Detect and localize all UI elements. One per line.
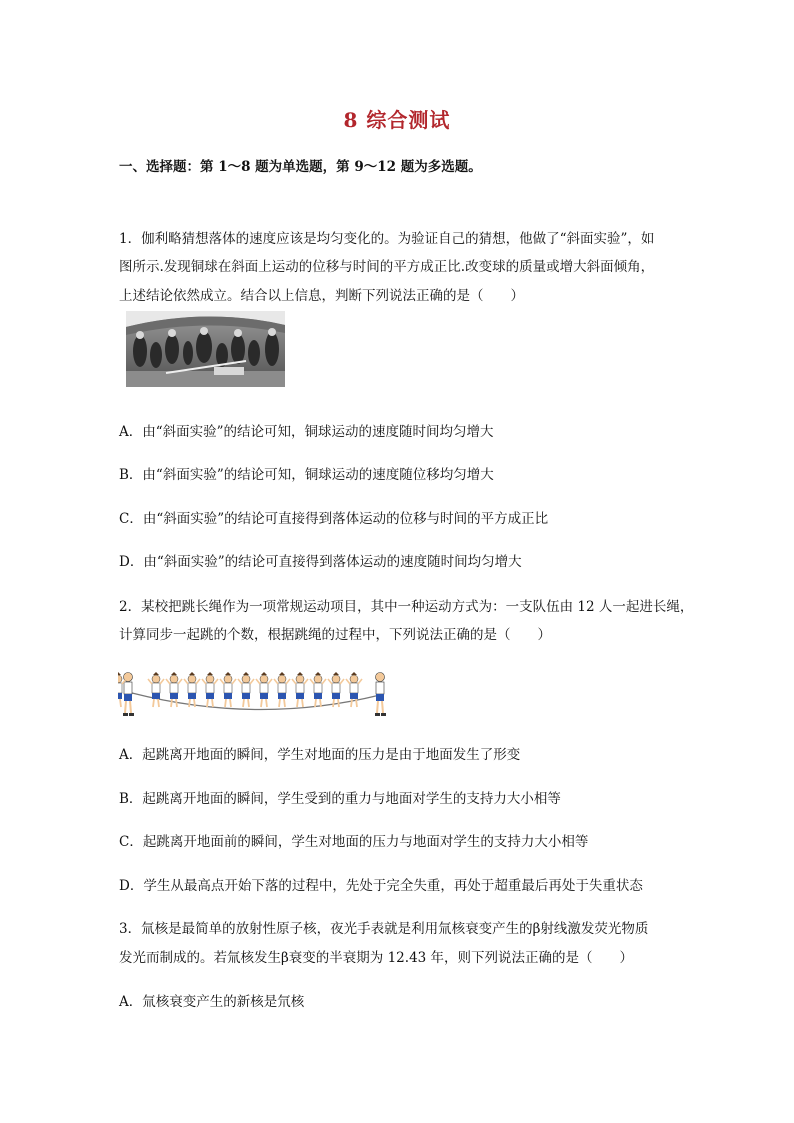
q2-option-a: A．起跳离开地面的瞬间，学生对地面的压力是由于地面发生了形变 xyxy=(119,747,521,763)
q2-stem-line-2: 计算同步一起跳的个数，根据跳绳的过程中，下列说法正确的是（ ） xyxy=(119,627,551,643)
jump-rope-image xyxy=(118,665,392,723)
rope-holder-left-figure xyxy=(123,673,134,717)
q1-stem-line-1: 1．伽利略猜想落体的速度应该是均匀变化的。为验证自己的猜想，他做了“斜面实验”，如 xyxy=(119,231,655,247)
q2-option-c: C．起跳离开地面前的瞬间，学生对地面的压力与地面对学生的支持力大小相等 xyxy=(119,834,589,850)
q2-option-d: D．学生从最高点开始下落的过程中，先处于完全失重，再处于超重最后再处于失重状态 xyxy=(119,878,643,894)
galileo-experiment-image xyxy=(126,311,285,387)
page-title: 8 综合测试 xyxy=(343,108,451,132)
q1-option-c: C．由“斜面实验”的结论可直接得到落体运动的位移与时间的平方成正比 xyxy=(119,511,549,527)
q1-stem-line-3: 上述结论依然成立。结合以上信息，判断下列说法正确的是（ ） xyxy=(119,288,524,304)
q2-option-b: B．起跳离开地面的瞬间，学生受到的重力与地面对学生的支持力大小相等 xyxy=(119,791,561,807)
q1-option-b: B．由“斜面实验”的结论可知，铜球运动的速度随位移均匀增大 xyxy=(119,467,494,483)
section-heading: 一、选择题：第 1～8 题为单选题，第 9～12 题为多选题。 xyxy=(119,159,482,175)
q3-stem-line-2: 发光而制成的。若氚核发生β衰变的半衰期为 12.43 年，则下列说法正确的是（ ） xyxy=(119,950,634,966)
q3-option-a: A．氚核衰变产生的新核是氘核 xyxy=(119,994,305,1010)
q1-option-d: D．由“斜面实验”的结论可直接得到落体运动的速度随时间均匀增大 xyxy=(119,554,522,570)
q1-option-a: A．由“斜面实验”的结论可知，铜球运动的速度随时间均匀增大 xyxy=(119,424,494,440)
q1-stem-line-2: 图所示.发现铜球在斜面上运动的位移与时间的平方成正比.改变球的质量或增大斜面倾角， xyxy=(119,259,655,275)
q3-stem-line-1: 3．氚核是最简单的放射性原子核，夜光手表就是利用氚核衰变产生的β射线激发荧光物质 xyxy=(119,921,649,937)
rope-holder-right-figure xyxy=(375,673,386,717)
q2-stem-line-1: 2．某校把跳长绳作为一项常规运动项目，其中一种运动方式为：一支队伍由 12 人一起进长绳， xyxy=(119,599,694,615)
